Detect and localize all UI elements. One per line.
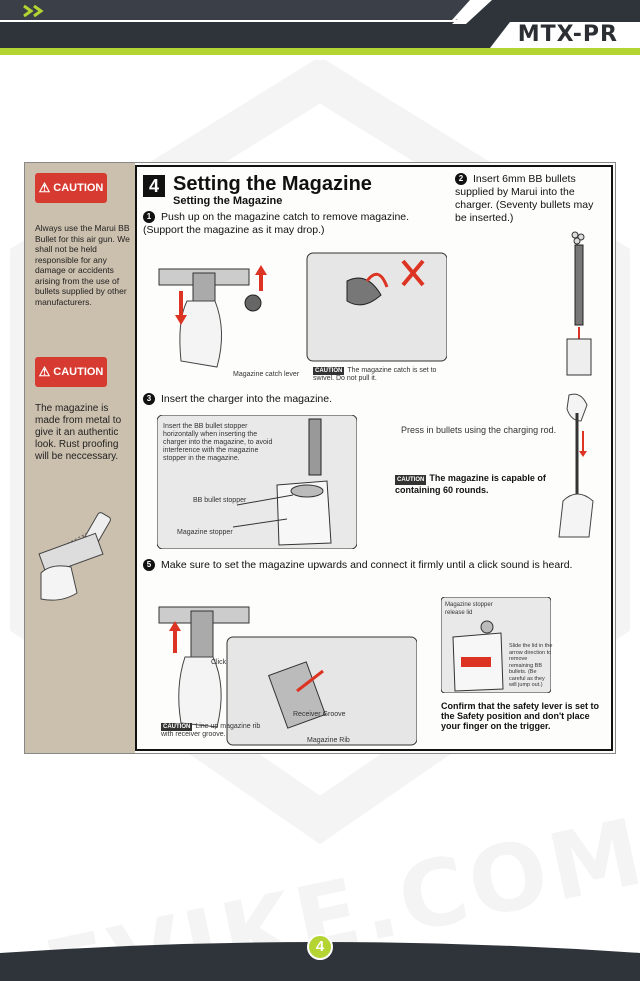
page-number: 4 [307,934,333,960]
caution-capacity [395,473,555,495]
caution-badge-1 [35,173,107,203]
label-stopper-release: Magazine stopper release lid [445,602,493,616]
step-5-text: Make sure to set the magazine upwards and connect it firmly until a click sound is heard. [161,559,573,571]
step-1-number: 1 [143,211,155,223]
caution-rib-text: Line up magazine rib with receiver groove. [161,723,261,738]
caution-rib [161,723,271,739]
step-3 [143,393,443,406]
double-chevron-icon [22,4,48,18]
caution-catch-text: The magazine catch is set to swivel. Do not pull it. [313,367,437,382]
label-receiver-groove: Receiver Groove [293,711,346,718]
step-2 [455,173,605,225]
step-2-number: 2 [455,173,467,185]
spray-illustration [31,503,131,613]
step-3-number: 3 [143,393,155,405]
caution-label-1: CAUTION [53,182,104,194]
warning-triangle-icon: ⚠ [38,180,51,195]
label-slide-lid: Slide the lid in the arrow direction to remove remaining BB bullets. (Be careful as they will jump out.) [509,643,553,688]
step-5-number: 5 [143,559,155,571]
caution-sidebar [25,163,135,753]
step-1 [143,211,443,237]
caution-note-bullets: Always use the Marui BB Bullet for this air gun. We shall not be held responsible for any damage or accidents arising from the use of bullets supplied by other manufacturers. [35,223,130,307]
label-magazine-rib: Magazine Rib [307,737,350,744]
instruction-panel [135,165,613,751]
section-title: Setting the Magazine [173,173,372,195]
caution-tag-3: CAUTION [163,724,191,730]
safety-note: Confirm that the safety lever is set to the Safety position and don't place your finger on the trigger. [441,701,600,731]
warning-triangle-icon: ⚠ [38,364,51,379]
label-click: Click [211,659,227,666]
manual-scan [24,162,616,754]
section-number: 4 [143,175,165,197]
step-1-text: Push up on the magazine catch to remove magazine. (Support the magazine as it may drop.) [143,211,410,236]
label-bb-stopper: BB bullet stopper [193,497,247,504]
step-5 [143,559,583,572]
caution-catch [313,367,443,383]
charging-rod-illustration [547,391,607,541]
caution-note-rust: The magazine is made from metal to give it an authentic look. Rust proofing will be neccessary. [35,403,122,462]
label-magazine-stopper: Magazine stopper [177,529,233,536]
label-charging-rod: Press in bullets using the charging rod. [401,425,557,435]
step-2-illustration [557,227,601,377]
page-header [0,0,640,58]
caution-capacity-text: The magazine is capable of containing 60 rounds. [395,473,546,495]
caution-tag-2: CAUTION [397,477,425,483]
step-3-text: Insert the charger into the magazine. [161,393,333,405]
step-2-text: Insert 6mm BB bullets supplied by Marui into the charger. (Seventy bullets may be inserted.) [455,173,594,224]
label-insert-stopper: Insert the BB bullet stopper horizontally when inserting the charger into the magazine, to avoid interference with the magazine stopper in the magazine. [163,423,273,462]
caution-tag: CAUTION [315,368,343,374]
caution-badge-2 [35,357,107,387]
section-subtitle: Setting the Magazine [173,195,283,207]
step-1-illustration [157,251,447,381]
model-title: MTX-PR [517,22,618,47]
caution-label-2: CAUTION [53,366,104,378]
label-catch-lever: Magazine catch lever [233,371,300,378]
